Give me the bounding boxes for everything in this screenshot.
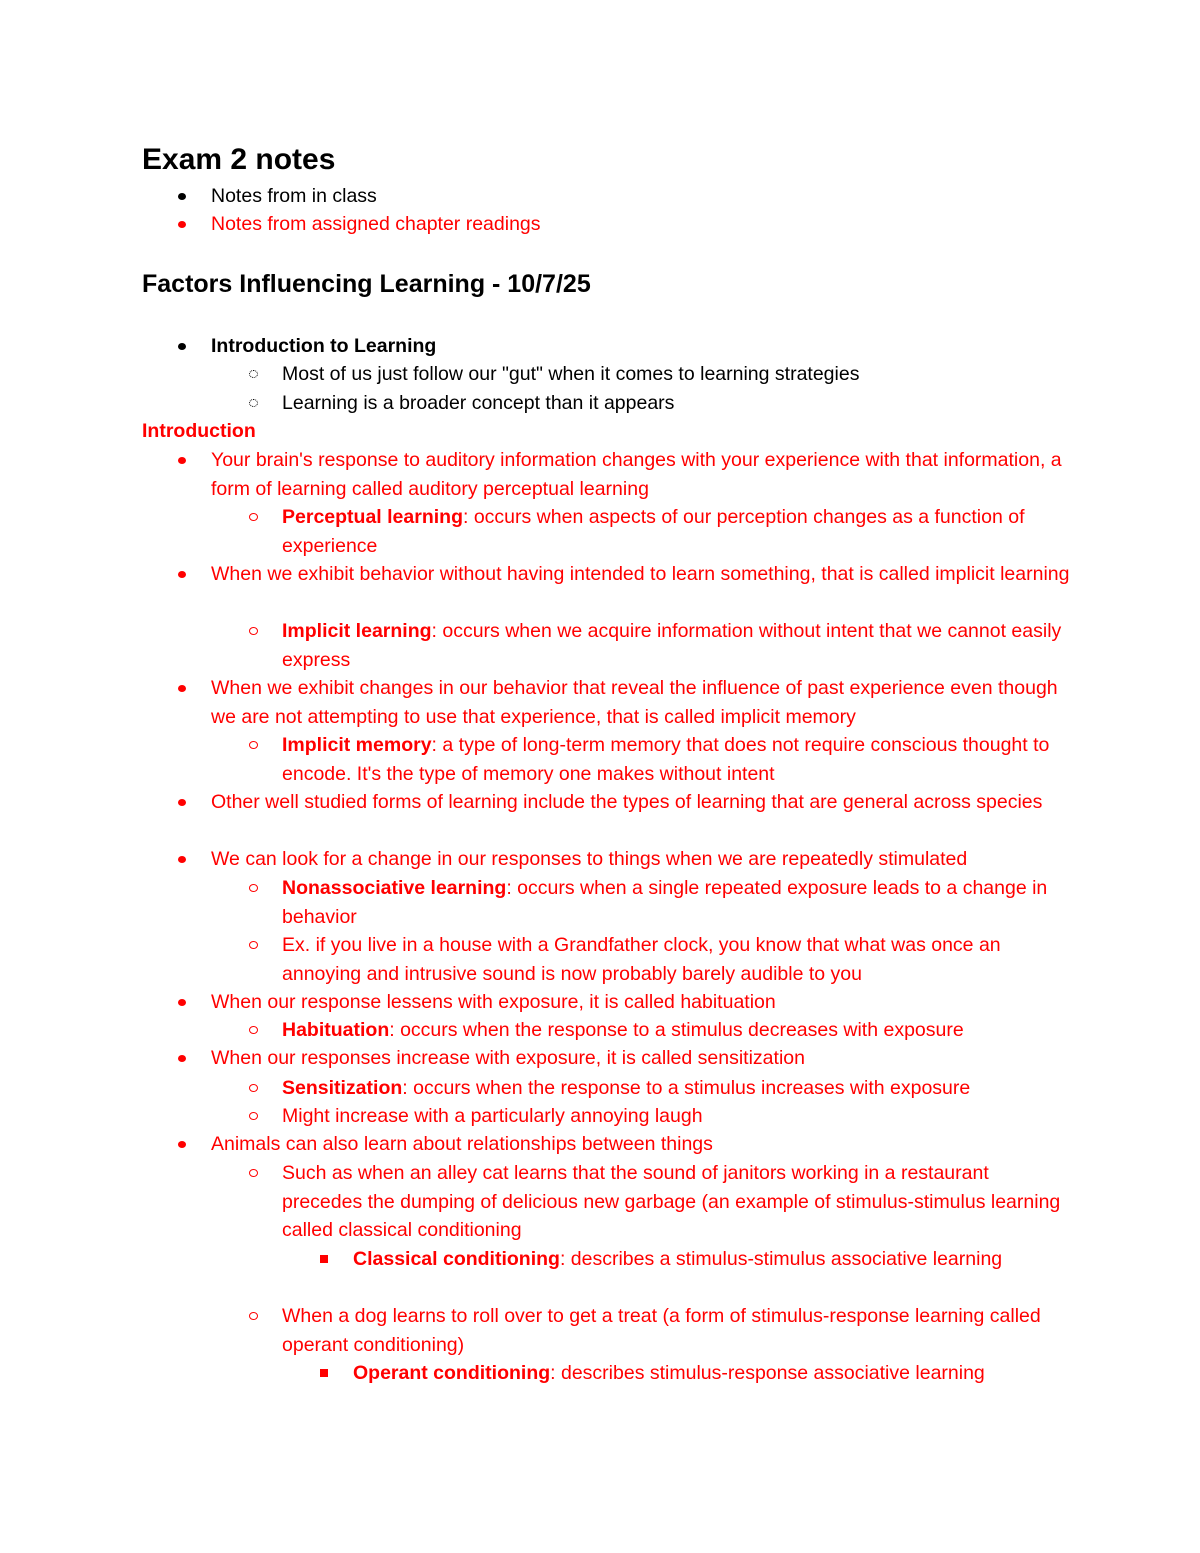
bullet-dot-icon — [172, 210, 192, 239]
document-title: Exam 2 notes — [142, 143, 336, 176]
bullet-hollow-circle-icon — [243, 360, 263, 389]
definition-text: : a type of long-term memory that does not require conscious thought to encode. It's the type of memory one makes without intent — [282, 734, 1050, 785]
reading-note-item — [211, 560, 1071, 589]
reading-subnote-text: Might increase with a particularly annoying laugh — [282, 1105, 703, 1127]
definition-term: Perceptual learning — [282, 506, 463, 528]
legend-item-in-class — [211, 182, 1071, 211]
bullet-dot-icon — [172, 845, 192, 874]
definition-term: Nonassociative learning — [282, 877, 507, 899]
definition-text: : occurs when the response to a stimulus increases with exposure — [402, 1077, 971, 1099]
definition-item — [353, 1359, 1073, 1388]
bullet-hollow-circle-icon — [243, 389, 263, 418]
definition-term: Operant conditioning — [353, 1362, 551, 1384]
bullet-circle-icon — [243, 1074, 263, 1103]
bullet-circle-icon — [243, 617, 263, 646]
bullet-dot-icon — [172, 446, 192, 475]
reading-note-item — [211, 446, 1071, 503]
reading-note-item — [211, 845, 1071, 874]
definition-text: : occurs when a single repeated exposure leads to a change in behavior — [282, 877, 1048, 928]
reading-subnote-item — [282, 931, 1072, 988]
bullet-circle-icon — [243, 874, 263, 903]
reading-subnote-item — [282, 1102, 1072, 1131]
reading-subnote-text: Such as when an alley cat learns that the sound of janitors working in a restaurant precedes the dumping of delicious new garbage (an example of stimulus-stimulus learning called classical conditioning — [282, 1162, 1061, 1241]
bullet-dot-icon — [172, 788, 192, 817]
bullet-dot-icon — [172, 332, 192, 361]
bullet-circle-icon — [243, 931, 263, 960]
bullet-dot-icon — [172, 182, 192, 211]
reading-note-item — [211, 674, 1071, 731]
reading-note-text: When our responses increase with exposure, it is called sensitization — [211, 1047, 805, 1069]
bullet-square-icon — [314, 1359, 334, 1388]
definition-term: Habituation — [282, 1019, 390, 1041]
reading-note-text: Other well studied forms of learning include the types of learning that are general across species — [211, 791, 1043, 813]
definition-text: : occurs when aspects of our perception changes as a function of experience — [282, 506, 1025, 557]
bullet-circle-icon — [243, 503, 263, 532]
legend-item-readings — [211, 210, 1071, 239]
definition-term: Implicit memory — [282, 734, 432, 756]
bullet-dot-icon — [172, 674, 192, 703]
definition-text: : describes stimulus-response associative learning — [550, 1362, 985, 1384]
definition-item — [282, 1016, 1072, 1045]
definition-item — [282, 503, 1072, 560]
bullet-dot-icon — [172, 1130, 192, 1159]
reading-note-text: When we exhibit changes in our behavior that reveal the influence of past experience even though we are not attempting to use that experience, that is called implicit memory — [211, 677, 1058, 728]
reading-note-item — [211, 1044, 1071, 1073]
bullet-circle-icon — [243, 1016, 263, 1045]
class-notes-heading: Introduction to Learning — [211, 335, 437, 357]
bullet-circle-icon — [243, 1159, 263, 1188]
definition-item — [353, 1245, 1073, 1274]
legend-readings-text: Notes from assigned chapter readings — [211, 213, 541, 235]
definition-item — [282, 1074, 1072, 1103]
reading-note-item — [211, 788, 1071, 817]
definition-text: : occurs when the response to a stimulus decreases with exposure — [389, 1019, 964, 1041]
bullet-circle-icon — [243, 1302, 263, 1331]
class-note-item — [282, 389, 1072, 418]
definition-item — [282, 731, 1072, 788]
legend-in-class-text: Notes from in class — [211, 185, 377, 207]
bullet-dot-icon — [172, 1044, 192, 1073]
reading-note-text: When our response lessens with exposure, it is called habituation — [211, 991, 776, 1013]
section-heading: Factors Influencing Learning - 10/7/25 — [142, 270, 591, 298]
definition-term: Implicit learning — [282, 620, 432, 642]
bullet-dot-icon — [172, 988, 192, 1017]
reading-subnote-text: When a dog learns to roll over to get a treat (a form of stimulus-response learning called operant conditioning) — [282, 1305, 1041, 1356]
definition-term: Sensitization — [282, 1077, 403, 1099]
reading-note-item — [211, 1130, 1071, 1159]
definition-item — [282, 617, 1072, 674]
definition-text: : describes a stimulus-stimulus associative learning — [559, 1248, 1003, 1270]
class-note-text: Learning is a broader concept than it appears — [282, 392, 675, 414]
bullet-dot-icon — [172, 560, 192, 589]
bullet-circle-icon — [243, 731, 263, 760]
reading-section-label: Introduction — [142, 420, 256, 442]
reading-subnote-item — [282, 1302, 1072, 1359]
class-note-item — [282, 360, 1072, 389]
class-notes-heading-item — [211, 332, 1071, 361]
reading-note-text: Animals can also learn about relationships between things — [211, 1133, 713, 1155]
reading-note-item — [211, 988, 1071, 1017]
reading-note-text: Your brain's response to auditory information changes with your experience with that information, a form of learning called auditory perceptual learning — [211, 449, 1062, 500]
reading-note-text: We can look for a change in our responses to things when we are repeatedly stimulated — [211, 848, 968, 870]
bullet-square-icon — [314, 1245, 334, 1274]
definition-item — [282, 874, 1072, 931]
reading-subnote-text: Ex. if you live in a house with a Grandfather clock, you know that what was once an annoying and intrusive sound is now probably barely audible to you — [282, 934, 1001, 985]
reading-note-text: When we exhibit behavior without having intended to learn something, that is called implicit learning — [211, 563, 1070, 585]
definition-text: : occurs when we acquire information without intent that we cannot easily express — [282, 620, 1062, 671]
reading-subnote-item — [282, 1159, 1072, 1245]
bullet-circle-icon — [243, 1102, 263, 1131]
definition-term: Classical conditioning — [353, 1248, 560, 1270]
class-note-text: Most of us just follow our "gut" when it comes to learning strategies — [282, 363, 860, 385]
